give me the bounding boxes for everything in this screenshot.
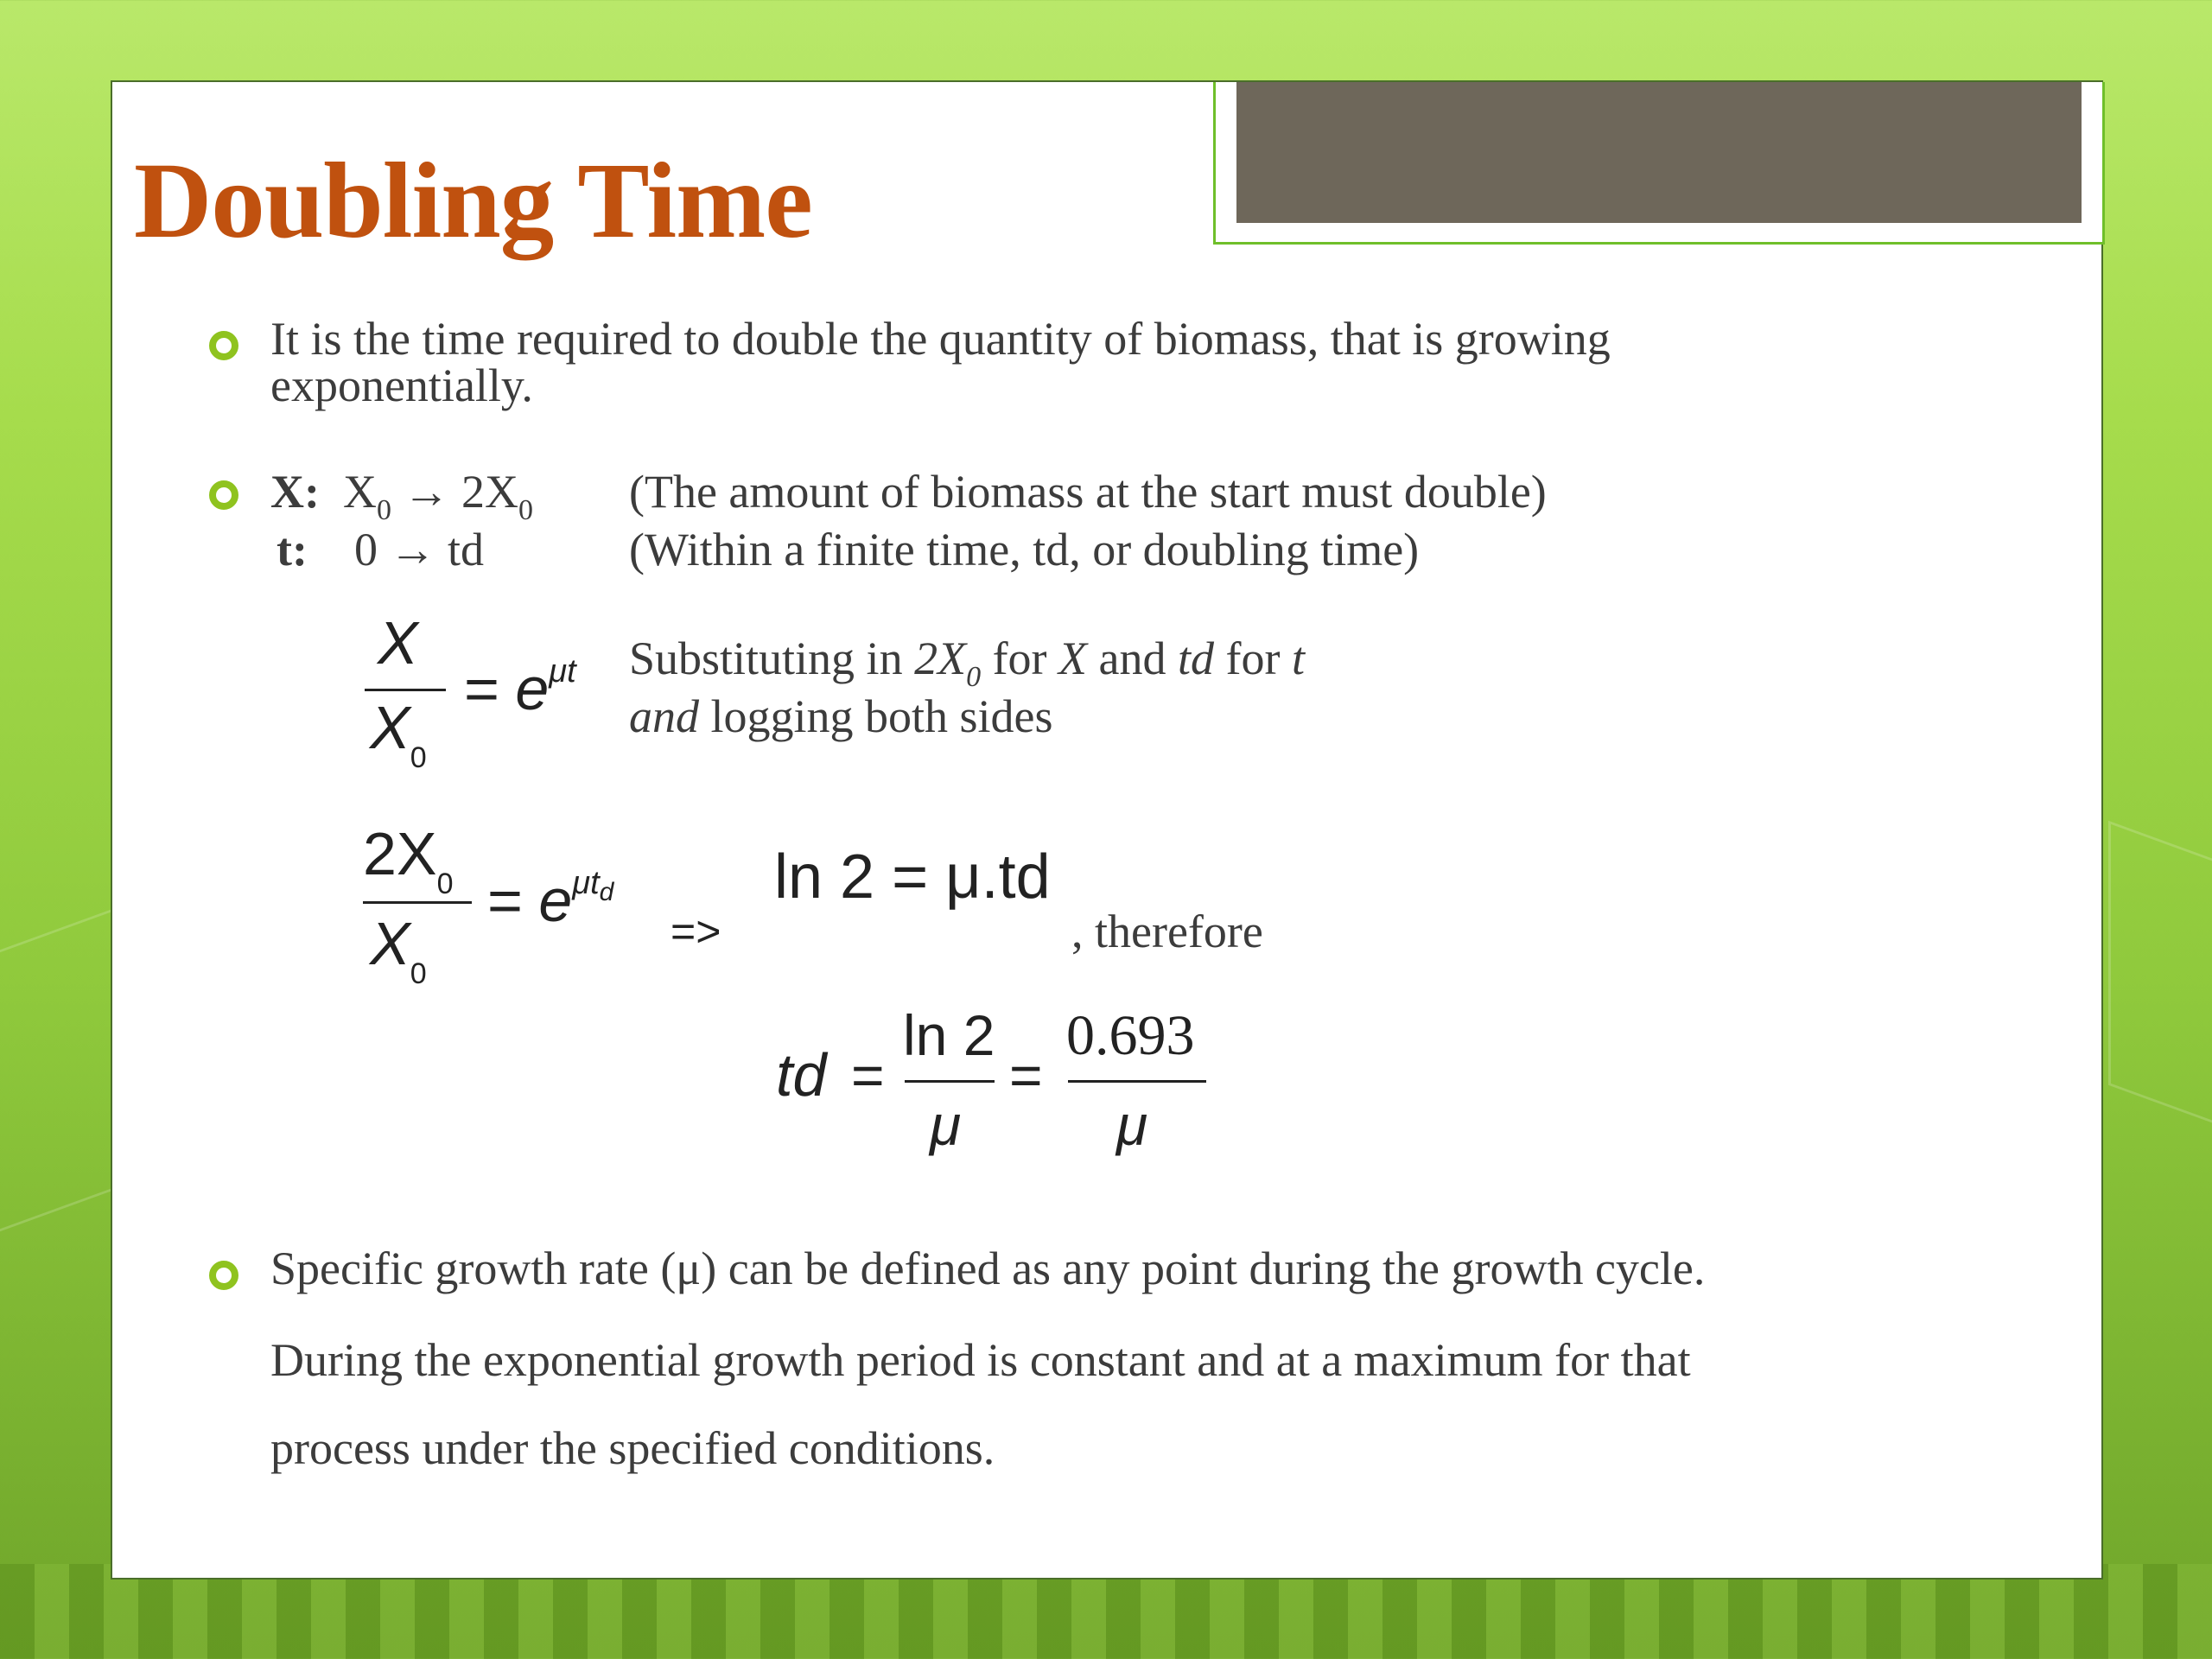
eq2-rhs <box>486 867 613 933</box>
eq1-den-subscript: 0 <box>410 741 427 774</box>
bullet-3-line-2: During the exponential growth period is constant and at a maximum for that <box>270 1334 1691 1386</box>
subst-var: X <box>1058 632 1088 684</box>
x-from-subscript: 0 <box>376 494 391 526</box>
subst-var: 2X <box>914 632 967 684</box>
eq1-den-var: X <box>370 694 410 761</box>
header-plate-fill <box>1236 82 2082 223</box>
t-note: (Within a finite time, td, or doubling time) <box>629 524 1420 575</box>
eq4-fraction-bar-2 <box>1068 1080 1206 1083</box>
bullet-icon <box>209 480 238 510</box>
slide-title: Doubling Time <box>134 142 812 261</box>
x-from: X <box>342 466 377 518</box>
eq4-denominator-2: μ <box>1116 1093 1148 1157</box>
subst-var: and <box>629 690 699 742</box>
eq4-denominator-1: μ <box>930 1093 962 1157</box>
x-row <box>270 467 533 526</box>
eq2-den-var: X <box>370 910 410 977</box>
arrow-icon: → <box>403 466 450 518</box>
t-row <box>276 525 484 575</box>
eq1-exponent: μt <box>549 653 576 690</box>
eq1-numerator: X <box>378 609 418 677</box>
subst-text: and <box>1087 632 1179 684</box>
x-to: 2X <box>461 466 518 518</box>
x-label: X: <box>270 466 320 518</box>
bullet-icon <box>209 331 238 360</box>
bullet-1-line-1: It is the time required to double the quantity of biomass, that is growing <box>270 313 1611 365</box>
subst-text: for <box>981 632 1059 684</box>
eq2-rhs-base: = e <box>486 867 573 934</box>
bullet-3-line-3: process under the specified conditions. <box>270 1422 995 1474</box>
substitution-line-2 <box>629 692 1053 741</box>
subst-subscript: 0 <box>966 661 982 693</box>
eq2-exponent: μt <box>572 865 600 901</box>
bullet-3-line-1: Specific growth rate (μ) can be defined as any point during the growth cycle. <box>270 1243 1706 1294</box>
eq4-lhs: td <box>776 1041 827 1109</box>
eq2-denominator <box>370 912 427 990</box>
background-hexagon <box>0 904 126 1244</box>
eq1-rhs <box>463 655 576 721</box>
background-hexagon <box>2108 821 2212 1137</box>
eq4-equals-1: = <box>851 1043 885 1107</box>
eq4-numerator-1: ln 2 <box>903 1003 995 1067</box>
eq4-equals-2: = <box>1009 1043 1043 1107</box>
eq2-num-var: 2X <box>363 820 437 887</box>
bullet-icon <box>209 1261 238 1290</box>
eq1-denominator <box>370 696 427 774</box>
eq4-numerator-2: 0.693 <box>1066 1004 1195 1067</box>
eq1-rhs-base: = e <box>463 655 550 722</box>
eq2-den-subscript: 0 <box>410 957 427 990</box>
substitution-line-1 <box>629 634 1305 693</box>
eq4-fraction-bar-1 <box>905 1080 995 1083</box>
eq2-exponent-subscript: d <box>599 878 614 906</box>
eq2-num-subscript: 0 <box>436 868 454 900</box>
t-label: t: <box>276 524 308 575</box>
x-note: (The amount of biomass at the start must double) <box>629 466 1547 518</box>
subst-var: td <box>1178 632 1215 684</box>
eq1-fraction-bar <box>365 689 446 691</box>
t-from: 0 <box>353 524 378 575</box>
eq2-numerator <box>363 820 454 900</box>
x-to-subscript: 0 <box>518 494 533 526</box>
eq3: ln 2 = μ.td <box>774 842 1051 912</box>
subst-text: Substituting in <box>629 632 915 684</box>
header-plate <box>1213 82 2105 245</box>
eq2-fraction-bar <box>363 901 472 904</box>
therefore-text: , therefore <box>1071 906 1263 957</box>
subst-text: logging both sides <box>699 690 1053 742</box>
subst-text: for <box>1214 632 1292 684</box>
t-to: td <box>447 524 484 575</box>
arrow-icon: → <box>389 524 436 575</box>
subst-var: t <box>1292 632 1306 684</box>
bullet-1-line-2: exponentially. <box>270 359 533 411</box>
implies-symbol: => <box>671 907 721 956</box>
